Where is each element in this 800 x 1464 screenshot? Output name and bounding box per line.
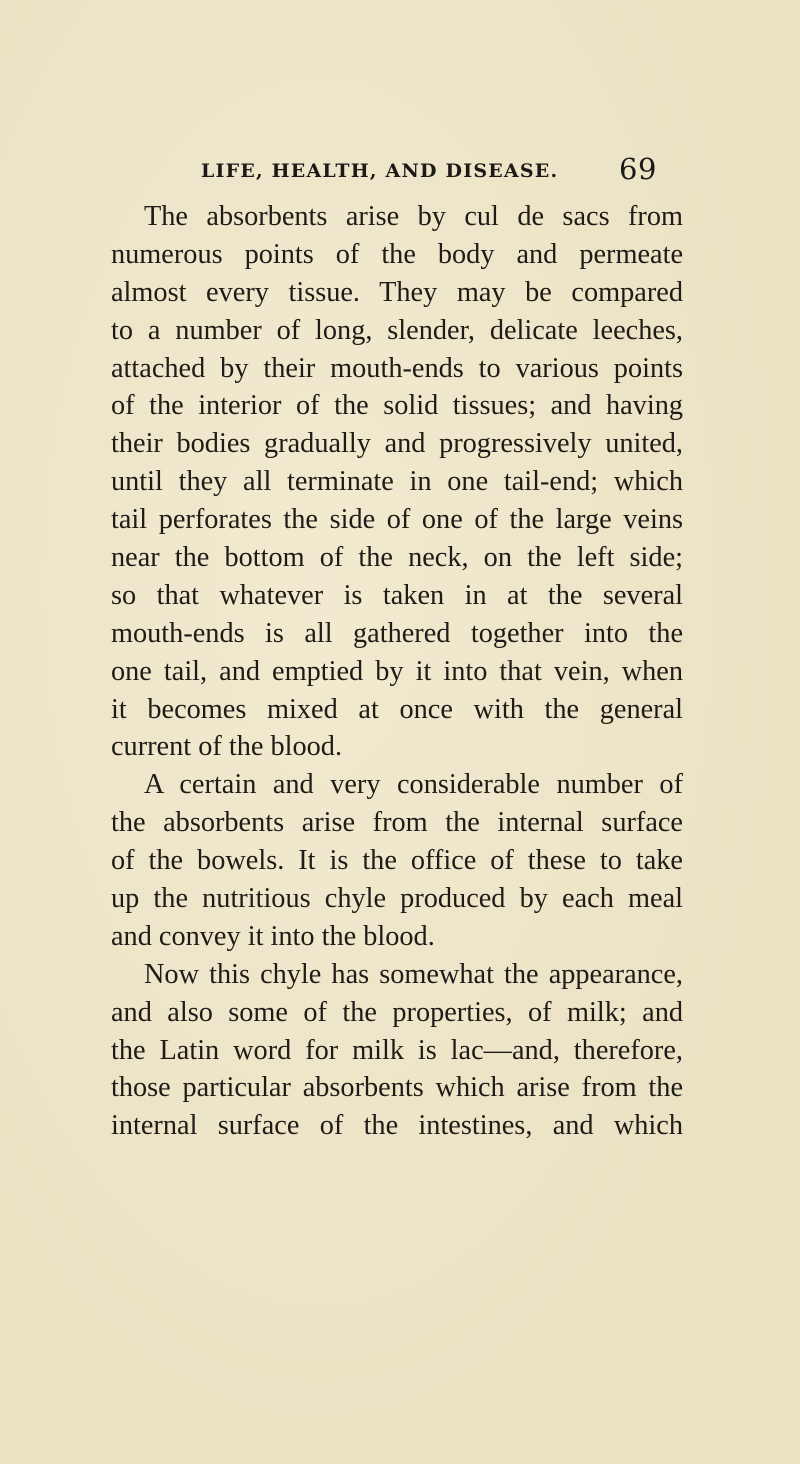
text-line: up the nutritious chyle produced by each meal	[111, 883, 683, 915]
paragraph	[111, 198, 683, 766]
paragraph	[111, 766, 683, 955]
text-line: those particular absorbents which arise from the	[111, 1072, 683, 1104]
text-line: internal surface of the intestines, and which	[111, 1110, 683, 1142]
text-line: The absorbents arise by cul de sacs from	[144, 201, 683, 232]
text-line: of the bowels. It is the office of these to take	[111, 845, 683, 877]
text-line: and convey it into the blood.	[111, 920, 435, 952]
text-line: Now this chyle has somewhat the appearance,	[144, 958, 683, 990]
text-line: numerous points of the body and permeate	[111, 238, 683, 270]
paragraph	[111, 956, 683, 1145]
text-line: to a number of long, slender, delicate leeches,	[111, 314, 683, 346]
text-line: their bodies gradually and progressively united,	[111, 428, 683, 460]
text-line: A certain and very considerable number of	[144, 769, 683, 801]
body-text	[111, 198, 683, 1145]
text-line: it becomes mixed at once with the general	[111, 693, 683, 725]
text-line: mouth-ends is all gathered together into the	[111, 617, 683, 649]
text-line: current of the blood.	[111, 731, 343, 763]
text-line: so that whatever is taken in at the several	[111, 579, 683, 611]
text-line: the Latin word for milk is lac—and, therefore,	[111, 1034, 683, 1066]
running-title: LIFE, HEALTH, AND DISEASE.	[201, 160, 559, 182]
text-line: of the interior of the solid tissues; and having	[111, 390, 683, 422]
text-line: one tail, and emptied by it into that vein, when	[111, 655, 683, 687]
text-line: attached by their mouth-ends to various points	[111, 352, 683, 384]
page-header	[201, 152, 681, 192]
text-line: the absorbents arise from the internal surface	[111, 807, 683, 839]
text-line: near the bottom of the neck, on the left side;	[111, 542, 683, 574]
text-line: almost every tissue. They may be compared	[111, 276, 683, 308]
page-number: 69	[619, 152, 657, 186]
text-line: until they all terminate in one tail-end; which	[111, 466, 683, 498]
text-line: tail perforates the side of one of the large veins	[111, 504, 683, 536]
text-line: and also some of the properties, of milk; and	[111, 996, 683, 1028]
